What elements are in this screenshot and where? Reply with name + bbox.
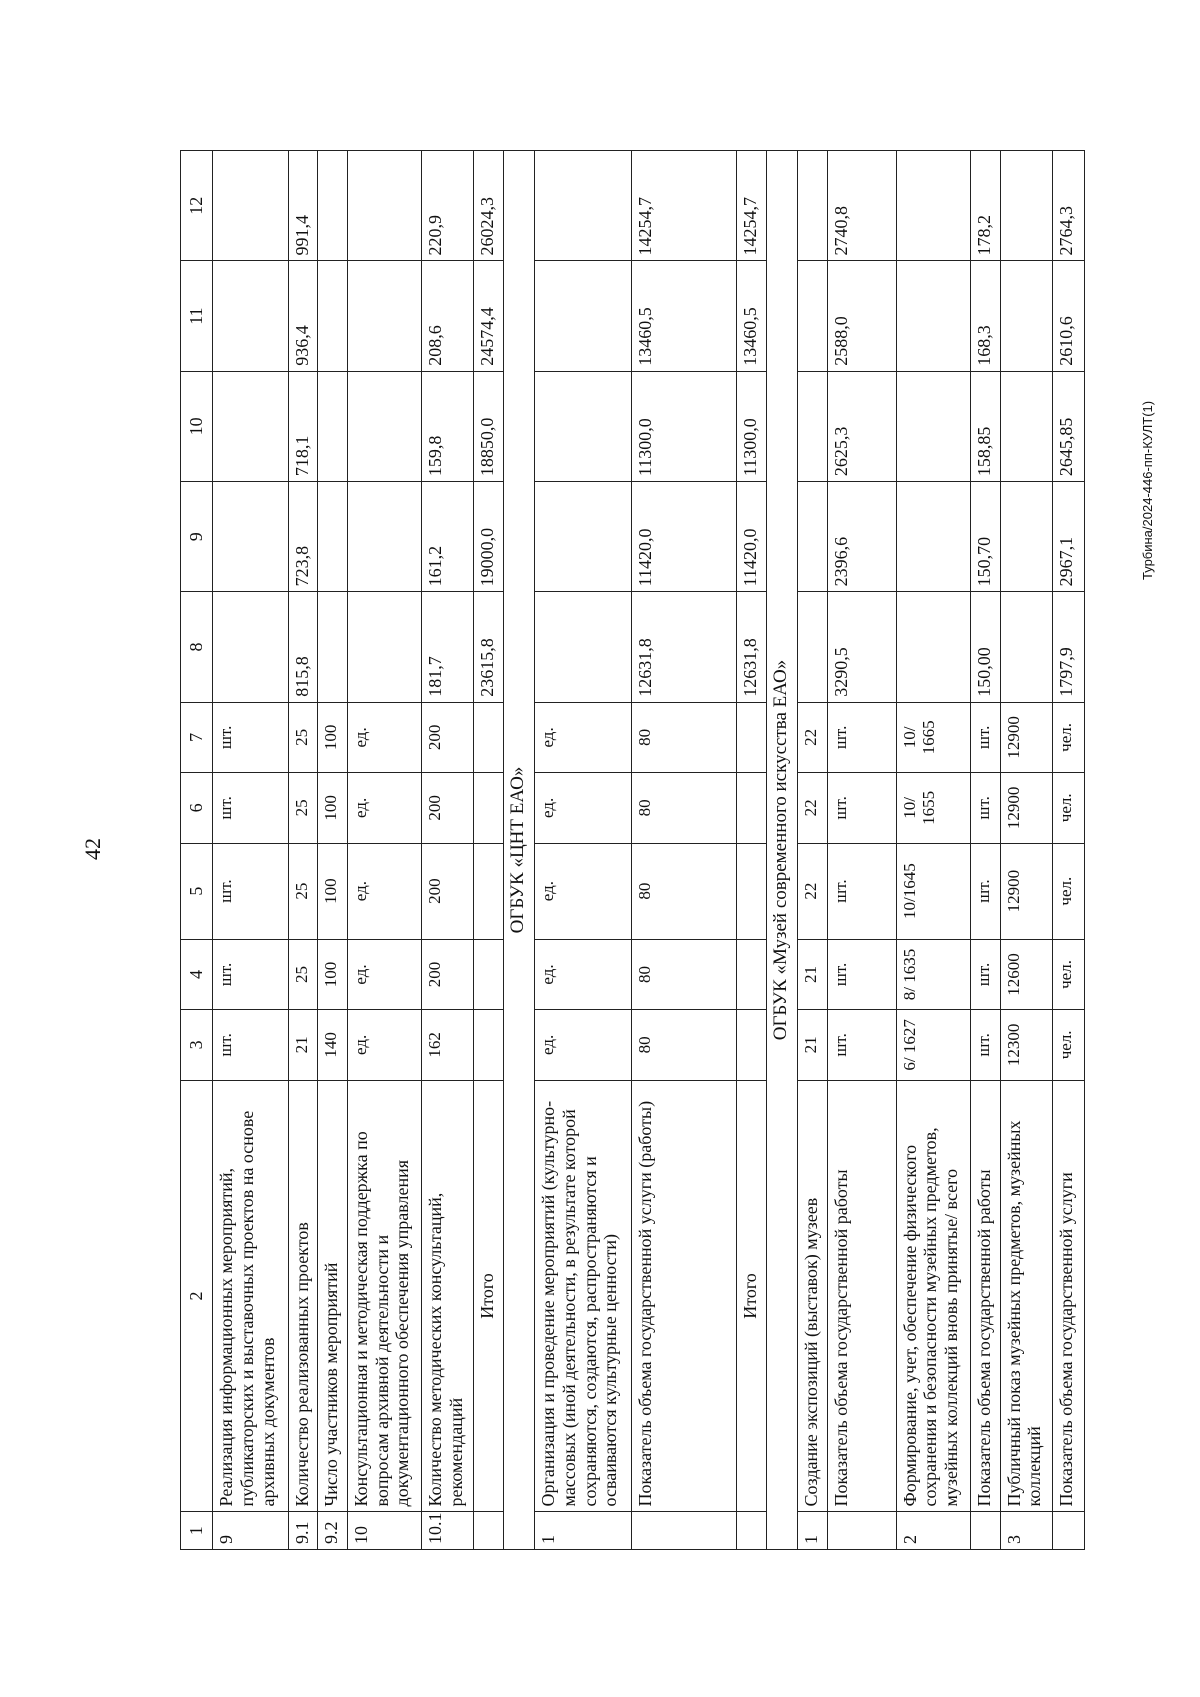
table-cell: 723,8 (288, 482, 318, 592)
table-cell: 2 (896, 1512, 970, 1550)
row-description: Показатель объема государственной услуги (работы) (631, 1080, 736, 1512)
table-cell: ед. (535, 702, 632, 772)
table-cell (737, 843, 767, 939)
column-header: 11 (181, 261, 213, 371)
table-cell: 3 (1000, 1512, 1052, 1550)
table-cell: 9.1 (288, 1512, 318, 1550)
table-cell (797, 482, 827, 592)
table-cell: 150,70 (970, 482, 1000, 592)
table-cell (737, 1512, 767, 1550)
table-cell (474, 702, 504, 772)
table-body (181, 151, 1085, 1550)
table-cell: чел. (1052, 843, 1084, 939)
table-cell: 9 (213, 1512, 288, 1550)
table-cell: 2764,3 (1052, 151, 1084, 261)
table-cell (318, 261, 348, 371)
table-row (827, 151, 896, 1550)
row-description: Количество реализованных проектов (288, 1080, 318, 1512)
table-cell: 22 (797, 702, 827, 772)
table-cell: 2625,3 (827, 371, 896, 481)
table-cell (737, 702, 767, 772)
column-header: 5 (181, 843, 213, 939)
table-cell: 178,2 (970, 151, 1000, 261)
table-cell (348, 482, 422, 592)
table-cell: ед. (348, 702, 422, 772)
table-cell (213, 371, 288, 481)
table-cell: 2396,6 (827, 482, 896, 592)
table-cell: 80 (631, 843, 736, 939)
table-cell (896, 592, 970, 702)
table-cell: шт. (213, 939, 288, 1009)
table-cell (896, 151, 970, 261)
total-row (737, 151, 767, 1550)
table-cell (318, 151, 348, 261)
table-cell: 12300 (1000, 1010, 1052, 1080)
table-cell (348, 151, 422, 261)
table-row (213, 151, 288, 1550)
table-row (1052, 151, 1084, 1550)
table-cell: 936,4 (288, 261, 318, 371)
table-cell (827, 1512, 896, 1550)
table-cell: шт. (213, 773, 288, 843)
row-description: Формирование, учет, обеспечение физического сохранения и безопасности музейных предметов, музейных коллекций вновь принятые/ всего (896, 1080, 970, 1512)
table-cell: шт. (827, 773, 896, 843)
table-cell: 200 (422, 939, 474, 1009)
table-cell: 22 (797, 773, 827, 843)
table-cell: чел. (1052, 773, 1084, 843)
table-cell (213, 261, 288, 371)
table-row (318, 151, 348, 1550)
column-header: 7 (181, 702, 213, 772)
table-row (631, 151, 736, 1550)
table-cell: 10 (348, 1512, 422, 1550)
table-cell: 80 (631, 939, 736, 1009)
column-header: 9 (181, 482, 213, 592)
table-cell (797, 592, 827, 702)
column-header: 10 (181, 371, 213, 481)
table-cell (797, 261, 827, 371)
table-cell: 13460,5 (631, 261, 736, 371)
table-cell: 12631,8 (737, 592, 767, 702)
table-row (348, 151, 422, 1550)
table-cell (474, 1010, 504, 1080)
table-cell (896, 261, 970, 371)
total-row (474, 151, 504, 1550)
page-number: 42 (80, 838, 105, 860)
row-description: Организация и проведение мероприятий (культурно-массовых (иной деятельности, в результате которой сохраняются, создаются, распространяются и осваиваются культурные ценности) (535, 1080, 632, 1512)
section-row (766, 151, 797, 1550)
table-cell: 150,00 (970, 592, 1000, 702)
column-header: 6 (181, 773, 213, 843)
table-cell: ед. (348, 773, 422, 843)
table-cell (348, 261, 422, 371)
table-cell: 2740,8 (827, 151, 896, 261)
table-cell (535, 482, 632, 592)
table-cell (737, 773, 767, 843)
table-cell: 815,8 (288, 592, 318, 702)
data-table (180, 150, 1085, 1550)
table-cell (631, 1512, 736, 1550)
table-cell (737, 939, 767, 1009)
table-cell (970, 1512, 1000, 1550)
row-description: Реализация информационных мероприятий, публикаторских и выставочных проектов на основе архивных документов (213, 1080, 288, 1512)
table-cell (474, 1512, 504, 1550)
table-cell: 100 (318, 702, 348, 772)
table-cell: 1 (797, 1512, 827, 1550)
table-cell (535, 371, 632, 481)
table-cell: 159,8 (422, 371, 474, 481)
table-cell: шт. (213, 1010, 288, 1080)
table-cell (474, 773, 504, 843)
table-cell: 25 (288, 773, 318, 843)
table-cell (737, 1010, 767, 1080)
table-cell: шт. (827, 1010, 896, 1080)
total-label: Итого (737, 1080, 767, 1512)
table-cell: чел. (1052, 939, 1084, 1009)
table-cell: ед. (535, 1010, 632, 1080)
table-cell: 11420,0 (631, 482, 736, 592)
table-cell (797, 151, 827, 261)
table-cell: 140 (318, 1010, 348, 1080)
row-description: Показатель объема государственной услуги (1052, 1080, 1084, 1512)
table-cell: 11300,0 (631, 371, 736, 481)
table-cell: 200 (422, 702, 474, 772)
table-cell: шт. (213, 702, 288, 772)
table-cell: шт. (213, 843, 288, 939)
table-cell: 3290,5 (827, 592, 896, 702)
table-row (288, 151, 318, 1550)
table-cell (1000, 592, 1052, 702)
table-cell: 25 (288, 939, 318, 1009)
section-row (504, 151, 535, 1550)
column-header: 3 (181, 1010, 213, 1080)
table-cell (535, 261, 632, 371)
table-cell (318, 592, 348, 702)
table-cell: 12631,8 (631, 592, 736, 702)
table-cell: 12600 (1000, 939, 1052, 1009)
table-cell: 6/ 1627 (896, 1010, 970, 1080)
column-header: 1 (181, 1512, 213, 1550)
table-cell: 168,3 (970, 261, 1000, 371)
table-cell (318, 482, 348, 592)
row-description: Число участников мероприятий (318, 1080, 348, 1512)
table-cell: чел. (1052, 1010, 1084, 1080)
table-cell (213, 482, 288, 592)
table-cell: 14254,7 (631, 151, 736, 261)
table-cell (896, 482, 970, 592)
table-cell (797, 371, 827, 481)
table-cell: 10.1 (422, 1512, 474, 1550)
table-row (1000, 151, 1052, 1550)
table-cell (348, 592, 422, 702)
table-cell: 12900 (1000, 773, 1052, 843)
table-cell: 100 (318, 843, 348, 939)
rotated-table-container (180, 150, 1085, 1550)
table-cell: 18850,0 (474, 371, 504, 481)
table-row (970, 151, 1000, 1550)
row-description: Публичный показ музейных предметов, музейных коллекций (1000, 1080, 1052, 1512)
row-description: Показатель объема государственной работы (827, 1080, 896, 1512)
table-cell (1000, 371, 1052, 481)
table-cell: 991,4 (288, 151, 318, 261)
table-cell: 12900 (1000, 702, 1052, 772)
table-cell (474, 843, 504, 939)
table-cell: ед. (348, 843, 422, 939)
table-cell: 13460,5 (737, 261, 767, 371)
table-row (535, 151, 632, 1550)
table-cell: 161,2 (422, 482, 474, 592)
table-cell (348, 371, 422, 481)
row-description: Количество методических консультаций, рекомендаций (422, 1080, 474, 1512)
table-cell: 220,9 (422, 151, 474, 261)
row-description: Консультационная и методическая поддержка по вопросам архивной деятельности и документационного обеспечения управления (348, 1080, 422, 1512)
column-header: 4 (181, 939, 213, 1009)
section-title: ОГБУК «Музей современного искусства ЕАО» (766, 151, 797, 1550)
table-cell: шт. (970, 1010, 1000, 1080)
table-cell: шт. (970, 843, 1000, 939)
table-cell: 208,6 (422, 261, 474, 371)
table-cell: ед. (348, 1010, 422, 1080)
table-cell: 25 (288, 702, 318, 772)
table-cell: 2645,85 (1052, 371, 1084, 481)
table-row (422, 151, 474, 1550)
table-cell (213, 592, 288, 702)
table-cell: ед. (535, 843, 632, 939)
column-header: 2 (181, 1080, 213, 1512)
table-cell: 80 (631, 1010, 736, 1080)
table-cell (535, 151, 632, 261)
table-cell (318, 371, 348, 481)
table-cell (474, 939, 504, 1009)
table-cell (896, 371, 970, 481)
table-cell: 26024,3 (474, 151, 504, 261)
table-cell: 10/ 1655 (896, 773, 970, 843)
table-cell: 25 (288, 843, 318, 939)
row-description: Создание экспозиций (выставок) музеев (797, 1080, 827, 1512)
row-description: Показатель объема государственной работы (970, 1080, 1000, 1512)
table-cell: 718,1 (288, 371, 318, 481)
table-cell: 10/ 1665 (896, 702, 970, 772)
table-cell: 10/1645 (896, 843, 970, 939)
table-cell: 80 (631, 702, 736, 772)
table-cell: 21 (797, 1010, 827, 1080)
table-cell: 200 (422, 773, 474, 843)
table-cell: 24574,4 (474, 261, 504, 371)
table-cell: шт. (827, 702, 896, 772)
table-cell (1000, 151, 1052, 261)
table-cell: чел. (1052, 702, 1084, 772)
table-cell: 181,7 (422, 592, 474, 702)
table-cell: ед. (535, 773, 632, 843)
table-cell: 23615,8 (474, 592, 504, 702)
table-cell: 22 (797, 843, 827, 939)
table-cell: ед. (535, 939, 632, 1009)
table-cell: ед. (348, 939, 422, 1009)
table-cell: 2588,0 (827, 261, 896, 371)
table-cell (1052, 1512, 1084, 1550)
table-cell: 21 (797, 939, 827, 1009)
total-label: Итого (474, 1080, 504, 1512)
table-row (896, 151, 970, 1550)
table-cell: 1797,9 (1052, 592, 1084, 702)
table-cell: шт. (970, 702, 1000, 772)
table-cell: 2967,1 (1052, 482, 1084, 592)
table-cell (213, 151, 288, 261)
table-row (797, 151, 827, 1550)
table-header-row (181, 151, 213, 1550)
table-cell: шт. (970, 939, 1000, 1009)
table-cell: шт. (970, 773, 1000, 843)
table-cell (535, 592, 632, 702)
table-cell: 14254,7 (737, 151, 767, 261)
table-cell: 12900 (1000, 843, 1052, 939)
document-code: Турбина/2024-446-пп-КУЛТ(1) (1140, 400, 1155, 580)
table-cell: 11300,0 (737, 371, 767, 481)
table-cell: 1 (535, 1512, 632, 1550)
table-cell: 8/ 1635 (896, 939, 970, 1009)
table-cell: 200 (422, 843, 474, 939)
column-header: 12 (181, 151, 213, 261)
table-cell: 80 (631, 773, 736, 843)
table-cell (1000, 261, 1052, 371)
table-cell: 19000,0 (474, 482, 504, 592)
table-cell: 100 (318, 773, 348, 843)
table-cell: 2610,6 (1052, 261, 1084, 371)
table-cell: шт. (827, 939, 896, 1009)
table-cell: 9.2 (318, 1512, 348, 1550)
table-cell: 11420,0 (737, 482, 767, 592)
table-cell (1000, 482, 1052, 592)
table-cell: 162 (422, 1010, 474, 1080)
table-cell: 158,85 (970, 371, 1000, 481)
table-cell: 21 (288, 1010, 318, 1080)
table-cell: шт. (827, 843, 896, 939)
column-header: 8 (181, 592, 213, 702)
section-title: ОГБУК «ЦНТ ЕАО» (504, 151, 535, 1550)
table-cell: 100 (318, 939, 348, 1009)
